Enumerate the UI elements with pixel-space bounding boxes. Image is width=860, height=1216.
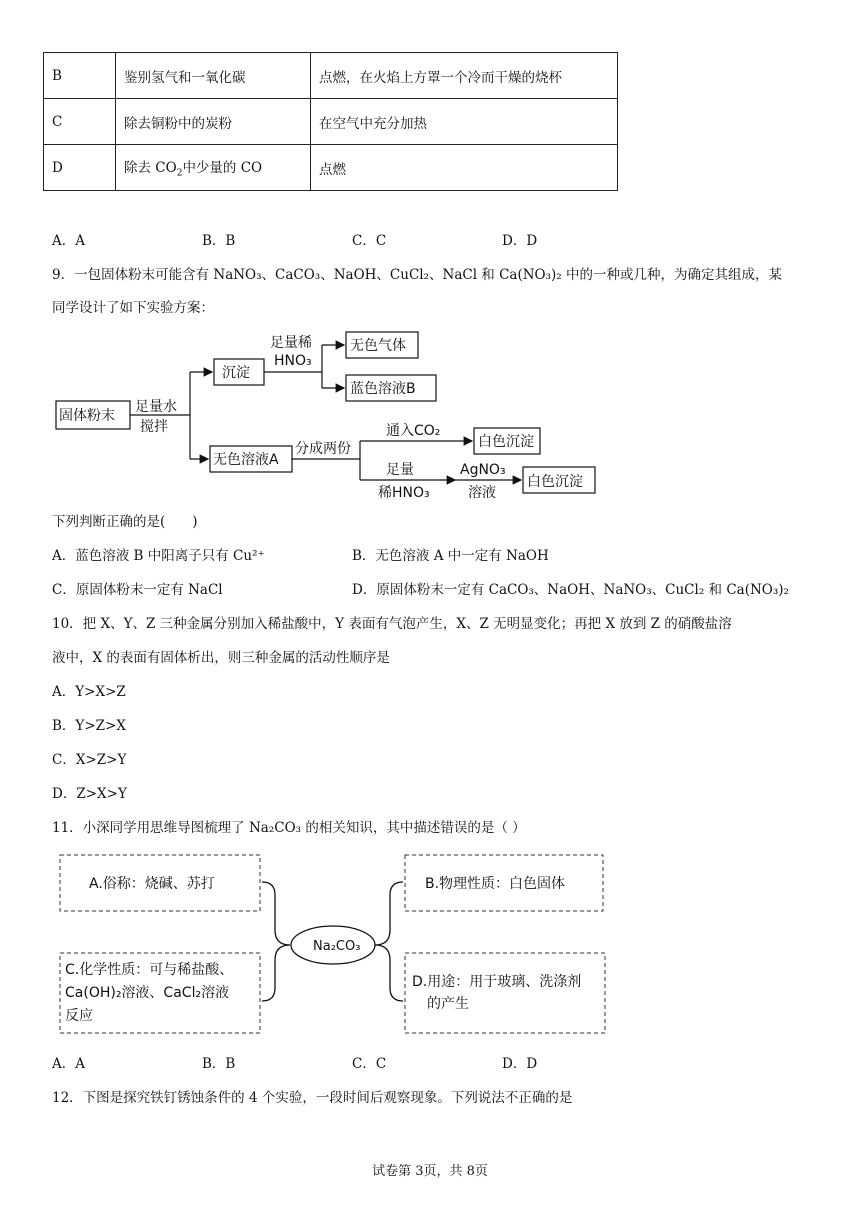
q10-option-d[interactable]: D．Z>X>Y [52,786,127,802]
table-cell-method: 点燃 [311,145,618,191]
purpose-text-sub: 2 [176,168,183,179]
box-c-text-3: 反应 [65,1008,93,1024]
q10-option-b[interactable]: B．Y>Z>X [52,718,126,734]
label-precip: 沉淀 [222,365,250,381]
purpose-text-pre: 除去 CO [124,160,177,177]
label-ag1: AgNO₃ [460,462,506,478]
purpose-text-post: 中少量的 CO [182,160,263,177]
q11-option-d[interactable]: D．D [502,1056,538,1072]
label-acid3: 足量 [386,462,414,478]
label-acid2: HNO₃ [274,353,312,369]
question-8-table [43,52,618,191]
label-solid: 固体粉末 [59,408,115,424]
box-a-text: A.俗称：烧碱、苏打 [89,876,215,892]
q9-flow-diagram [50,325,610,505]
q9-option-b[interactable]: B．无色溶液 A 中一定有 NaOH [352,548,549,564]
q8-option-c[interactable]: C．C [352,233,387,249]
box-d-text-2: 的产生 [427,996,469,1012]
table-cell-key: B [44,53,116,99]
table-cell-purpose: 鉴别氢气和一氧化碳 [116,53,311,99]
table-row [44,53,618,99]
label-white2: 白色沉淀 [527,474,583,490]
label-acid1: 足量稀 [270,335,312,351]
box-c-text-2: Ca(OH)₂溶液、CaCl₂溶液 [65,985,230,1001]
page-footer: 试卷第 3页，共 8页 [372,1164,488,1179]
q11-stem: 11．小深同学用思维导图梳理了 Na₂CO₃ 的相关知识，其中描述错误的是（ ） [52,820,526,836]
q8-option-a[interactable]: A．A [52,233,85,249]
table-cell-purpose [116,145,311,191]
box-c-text-1: C.化学性质：可与稀盐酸、 [65,962,234,978]
q11-option-c[interactable]: C．C [352,1056,387,1072]
label-ag2: 溶液 [468,485,496,501]
q9-stem-line2: 同学设计了如下实验方案： [52,300,214,316]
q9-stem-line1: 9．一包固体粉末可能含有 NaNO₃、CaCO₃、NaOH、CuCl₂、NaCl 和 Ca(NO₃)₂ 中的一种或几种，为确定其组成，某 [52,267,783,283]
q9-option-d[interactable]: D．原固体粉末一定有 CaCO₃、NaOH、NaNO₃、CuCl₂ 和 Ca(NO₃)₂ [352,582,789,598]
q8-option-b[interactable]: B．B [202,233,236,249]
table-cell-purpose: 除去铜粉中的炭粉 [116,99,311,145]
center-label: Na₂CO₃ [313,939,361,954]
q9-prompt: 下列判断正确的是( ) [52,514,198,530]
label-solA: 无色溶液A [213,452,279,468]
q10-option-a[interactable]: A．Y>X>Z [52,684,126,700]
table-cell-method: 在空气中充分加热 [311,99,618,145]
box-d-text-1: D.用途：用于玻璃、洗涤剂 [412,974,582,990]
q12-stem: 12．下图是探究铁钉锈蚀条件的 4 个实验，一段时间后观察现象。下列说法不正确的是 [52,1090,573,1106]
q11-option-a[interactable]: A．A [52,1056,85,1072]
q8-option-d[interactable]: D．D [502,233,538,249]
q10-stem-line1: 10．把 X、Y、Z 三种金属分别加入稀盐酸中，Y 表面有气泡产生，X、Z 无明显变化；再把 X 放到 Z 的硝酸盐溶 [52,616,732,632]
q9-option-c[interactable]: C．原固体粉末一定有 NaCl [52,582,223,598]
label-water2: 搅拌 [140,419,168,435]
label-co2: 通入CO₂ [386,423,441,439]
q11-mind-map [55,850,615,1040]
label-gas: 无色气体 [350,338,406,354]
box-d [405,953,605,1033]
table-row [44,145,618,191]
label-acid4: 稀HNO₃ [378,485,430,501]
q10-stem-line2: 液中，X 的表面有固体析出，则三种金属的活动性顺序是 [52,650,390,666]
table-cell-key: D [44,145,116,191]
label-water1: 足量水 [135,399,177,415]
table-cell-key: C [44,99,116,145]
table-cell-method: 点燃，在火焰上方罩一个冷而干燥的烧杯 [311,53,618,99]
box-b-text: B.物理性质：白色固体 [425,876,566,892]
q9-option-a[interactable]: A．蓝色溶液 B 中阳离子只有 Cu²⁺ [52,548,265,564]
q11-option-b[interactable]: B．B [202,1056,236,1072]
table-row [44,99,618,145]
label-white1: 白色沉淀 [478,434,534,450]
label-split: 分成两份 [295,441,351,457]
right-brace [375,882,403,1001]
q10-option-c[interactable]: C．X>Z>Y [52,752,127,768]
left-brace [262,882,290,1001]
label-blue: 蓝色溶液B [350,381,416,397]
